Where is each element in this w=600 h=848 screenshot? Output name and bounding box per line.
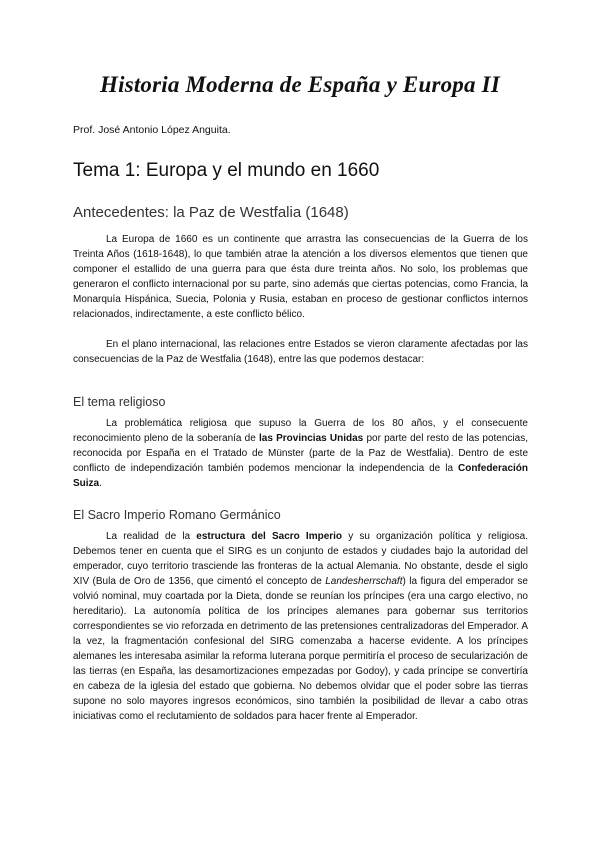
section-heading: Antecedentes: la Paz de Westfalia (1648) (73, 204, 349, 221)
topic-heading: Tema 1: Europa y el mundo en 1660 (73, 160, 380, 181)
empire-text-2: y su organización política y religiosa. Debemos tener en cuenta que el SIRG es un conjunto de estados y ciudades bajo la autoridad del emperador, cuyo territorio trasciende las fronteras de la actual Alemania. No obstante, desde el siglo XIV (Bula de Oro de 1356, que cimentó el concepto de (73, 531, 529, 587)
empire-paragraph (73, 529, 528, 724)
intro-paragraph-2: En el plano internacional, las relaciones entre Estados se vieron claramente afectadas por las consecuencias de la Paz de Westfalia (1648), entre las que podemos destacar: (73, 339, 528, 365)
empire-text-3: ) la figura del emperador se volvió nominal, muy coartada por la Dieta, donde se reunían los príncipes (era una cargo electivo, no hereditario). La autonomía política de los príncipes alemanes para gobernar sus territorios correspondientes se vio reforzada en detrimento de las pretensiones centralizadoras del Emperador. A la vez, la fragmentación confesional del SIRG comenzaba a hacerse evidente. A los príncipes alemanes les interesaba asimilar la reforma luterana porque permitiría el proceso de secularización de las tierras (en España, las desamortizaciones empezadas por Godoy), y cada príncipe se convertiría en cabeza de la iglesia del estado que gobierna. No debemos olvidar que el poder sobre las tierras supone no solo mayores ingresos económicos, sino también la posibilidad de llevar a cabo otras iniciativas como el reclutamiento de soldados para hacer frente al Emperador. (73, 576, 528, 722)
religious-paragraph (73, 416, 528, 491)
religious-text-1: La problemática religiosa que supuso la Guerra de los 80 años, y el consecuente reconocimiento pleno de la soberanía de (73, 418, 528, 444)
empire-text-1: La realidad de la (106, 531, 197, 542)
author-line: Prof. José Antonio López Anguita. (73, 124, 231, 136)
religious-heading: El tema religioso (73, 395, 166, 409)
empire-heading: El Sacro Imperio Romano Germánico (73, 508, 281, 522)
religious-text-3: . (99, 478, 102, 489)
intro-paragraph-1: La Europa de 1660 es un continente que arrastra las consecuencias de la Guerra de los Treinta Años (1618-1648), lo que también atrae la atención a los diversos elementos que tienen que componer el estallido de una guerra para que ésta dure treinta años. No solo, los problemas que generaron el conflicto internacional por su parte, sino además que ciertas potencias, como Francia, la Monarquía Hispánica, Suecia, Polonia y Rusia, estaban en proceso de gestionar conflictos internos relacionados, indirectamente, a este conflicto bélico. (73, 234, 528, 320)
sacro-imperio-bold: estructura del Sacro Imperio (196, 531, 343, 542)
provincias-unidas-bold: las Provincias Unidas (259, 433, 364, 444)
document-title: Historia Moderna de España y Europa II (100, 72, 500, 97)
confederacion-suiza-bold: Confederación Suiza (73, 463, 528, 489)
religious-text-2: por parte del resto de las potencias, reconocida por España en el Tratado de Münster (parte de la Paz de Westfalia). Dentro de este conflicto de independización también podemos mencionar la independencia de la (73, 433, 528, 474)
landesherrschaft-italic: Landesherrschaft (325, 576, 403, 587)
